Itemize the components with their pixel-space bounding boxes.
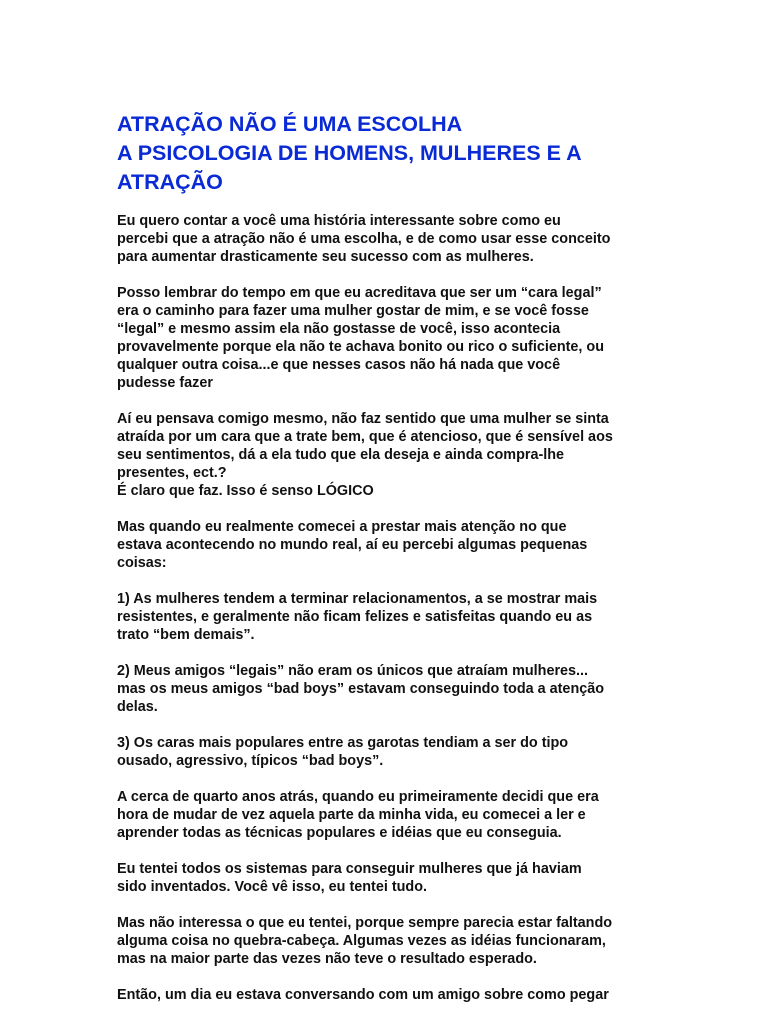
paragraph-11 bbox=[117, 986, 657, 1004]
text-line: Então, um dia eu estava conversando com um amigo sobre como pegar bbox=[117, 987, 609, 1003]
text-line: delas. bbox=[117, 699, 158, 715]
text-line: resistentes, e geralmente não ficam felizes e satisfeitas quando eu as bbox=[117, 609, 593, 625]
text-line: A cerca de quarto anos atrás, quando eu primeiramente decidi que era bbox=[117, 789, 599, 805]
text-line: Mas quando eu realmente comecei a prestar mais atenção no que bbox=[117, 519, 567, 535]
text-line: era o caminho para fazer uma mulher gostar de mim, e se você fosse bbox=[117, 303, 589, 319]
text-line: estava acontecendo no mundo real, aí eu percebi algumas pequenas bbox=[117, 537, 588, 553]
text-line: trato “bem demais”. bbox=[117, 627, 255, 643]
title-line: ATRAÇÃO bbox=[117, 170, 223, 194]
text-line: mas na maior parte das vezes não teve o resultado esperado. bbox=[117, 951, 537, 967]
paragraph-4 bbox=[117, 518, 657, 572]
paragraph-10 bbox=[117, 914, 657, 968]
text-line: hora de mudar de vez aquela parte da minha vida, eu comecei a ler e bbox=[117, 807, 586, 823]
text-line: ousado, agressivo, típicos “bad boys”. bbox=[117, 753, 384, 769]
paragraph-2 bbox=[117, 284, 657, 392]
text-line: pudesse fazer bbox=[117, 375, 213, 391]
document-title bbox=[117, 110, 657, 197]
title-line: ATRAÇÃO NÃO É UMA ESCOLHA bbox=[117, 112, 463, 136]
text-line: para aumentar drasticamente seu sucesso com as mulheres. bbox=[117, 249, 534, 265]
text-line: 3) Os caras mais populares entre as garotas tendiam a ser do tipo bbox=[117, 735, 569, 751]
text-line: Aí eu pensava comigo mesmo, não faz sentido que uma mulher se sinta bbox=[117, 411, 609, 427]
text-line: 1) As mulheres tendem a terminar relacionamentos, a se mostrar mais bbox=[117, 591, 598, 607]
document-page bbox=[117, 110, 657, 1022]
paragraph-9 bbox=[117, 860, 657, 896]
paragraph-3 bbox=[117, 410, 657, 500]
paragraph-6 bbox=[117, 662, 657, 716]
text-line: qualquer outra coisa...e que nesses casos não há nada que você bbox=[117, 357, 561, 373]
text-line: percebi que a atração não é uma escolha, e de como usar esse conceito bbox=[117, 231, 611, 247]
text-line: Mas não interessa o que eu tentei, porque sempre parecia estar faltando bbox=[117, 915, 613, 931]
text-line: Posso lembrar do tempo em que eu acreditava que ser um “cara legal” bbox=[117, 285, 602, 301]
paragraph-1 bbox=[117, 212, 657, 266]
text-line: atraída por um cara que a trate bem, que é atencioso, que é sensível aos bbox=[117, 429, 613, 445]
paragraph-5 bbox=[117, 590, 657, 644]
text-line: aprender todas as técnicas populares e idéias que eu conseguia. bbox=[117, 825, 562, 841]
text-line: provavelmente porque ela não te achava bonito ou rico o suficiente, ou bbox=[117, 339, 604, 355]
text-line: alguma coisa no quebra-cabeça. Algumas vezes as idéias funcionaram, bbox=[117, 933, 606, 949]
text-line: É claro que faz. Isso é senso LÓGICO bbox=[117, 483, 374, 499]
text-line: “legal” e mesmo assim ela não gostasse de você, isso acontecia bbox=[117, 321, 561, 337]
text-line: Eu tentei todos os sistemas para conseguir mulheres que já haviam bbox=[117, 861, 582, 877]
title-line: A PSICOLOGIA DE HOMENS, MULHERES E A bbox=[117, 141, 582, 165]
text-line: presentes, ect.? bbox=[117, 465, 227, 481]
paragraph-7 bbox=[117, 734, 657, 770]
text-line: seu sentimentos, dá a ela tudo que ela deseja e ainda compra-lhe bbox=[117, 447, 565, 463]
paragraph-8 bbox=[117, 788, 657, 842]
text-line: coisas: bbox=[117, 555, 167, 571]
text-line: 2) Meus amigos “legais” não eram os únicos que atraíam mulheres... bbox=[117, 663, 589, 679]
text-line: mas os meus amigos “bad boys” estavam conseguindo toda a atenção bbox=[117, 681, 605, 697]
text-line: Eu quero contar a você uma história interessante sobre como eu bbox=[117, 213, 561, 229]
text-line: sido inventados. Você vê isso, eu tentei tudo. bbox=[117, 879, 427, 895]
